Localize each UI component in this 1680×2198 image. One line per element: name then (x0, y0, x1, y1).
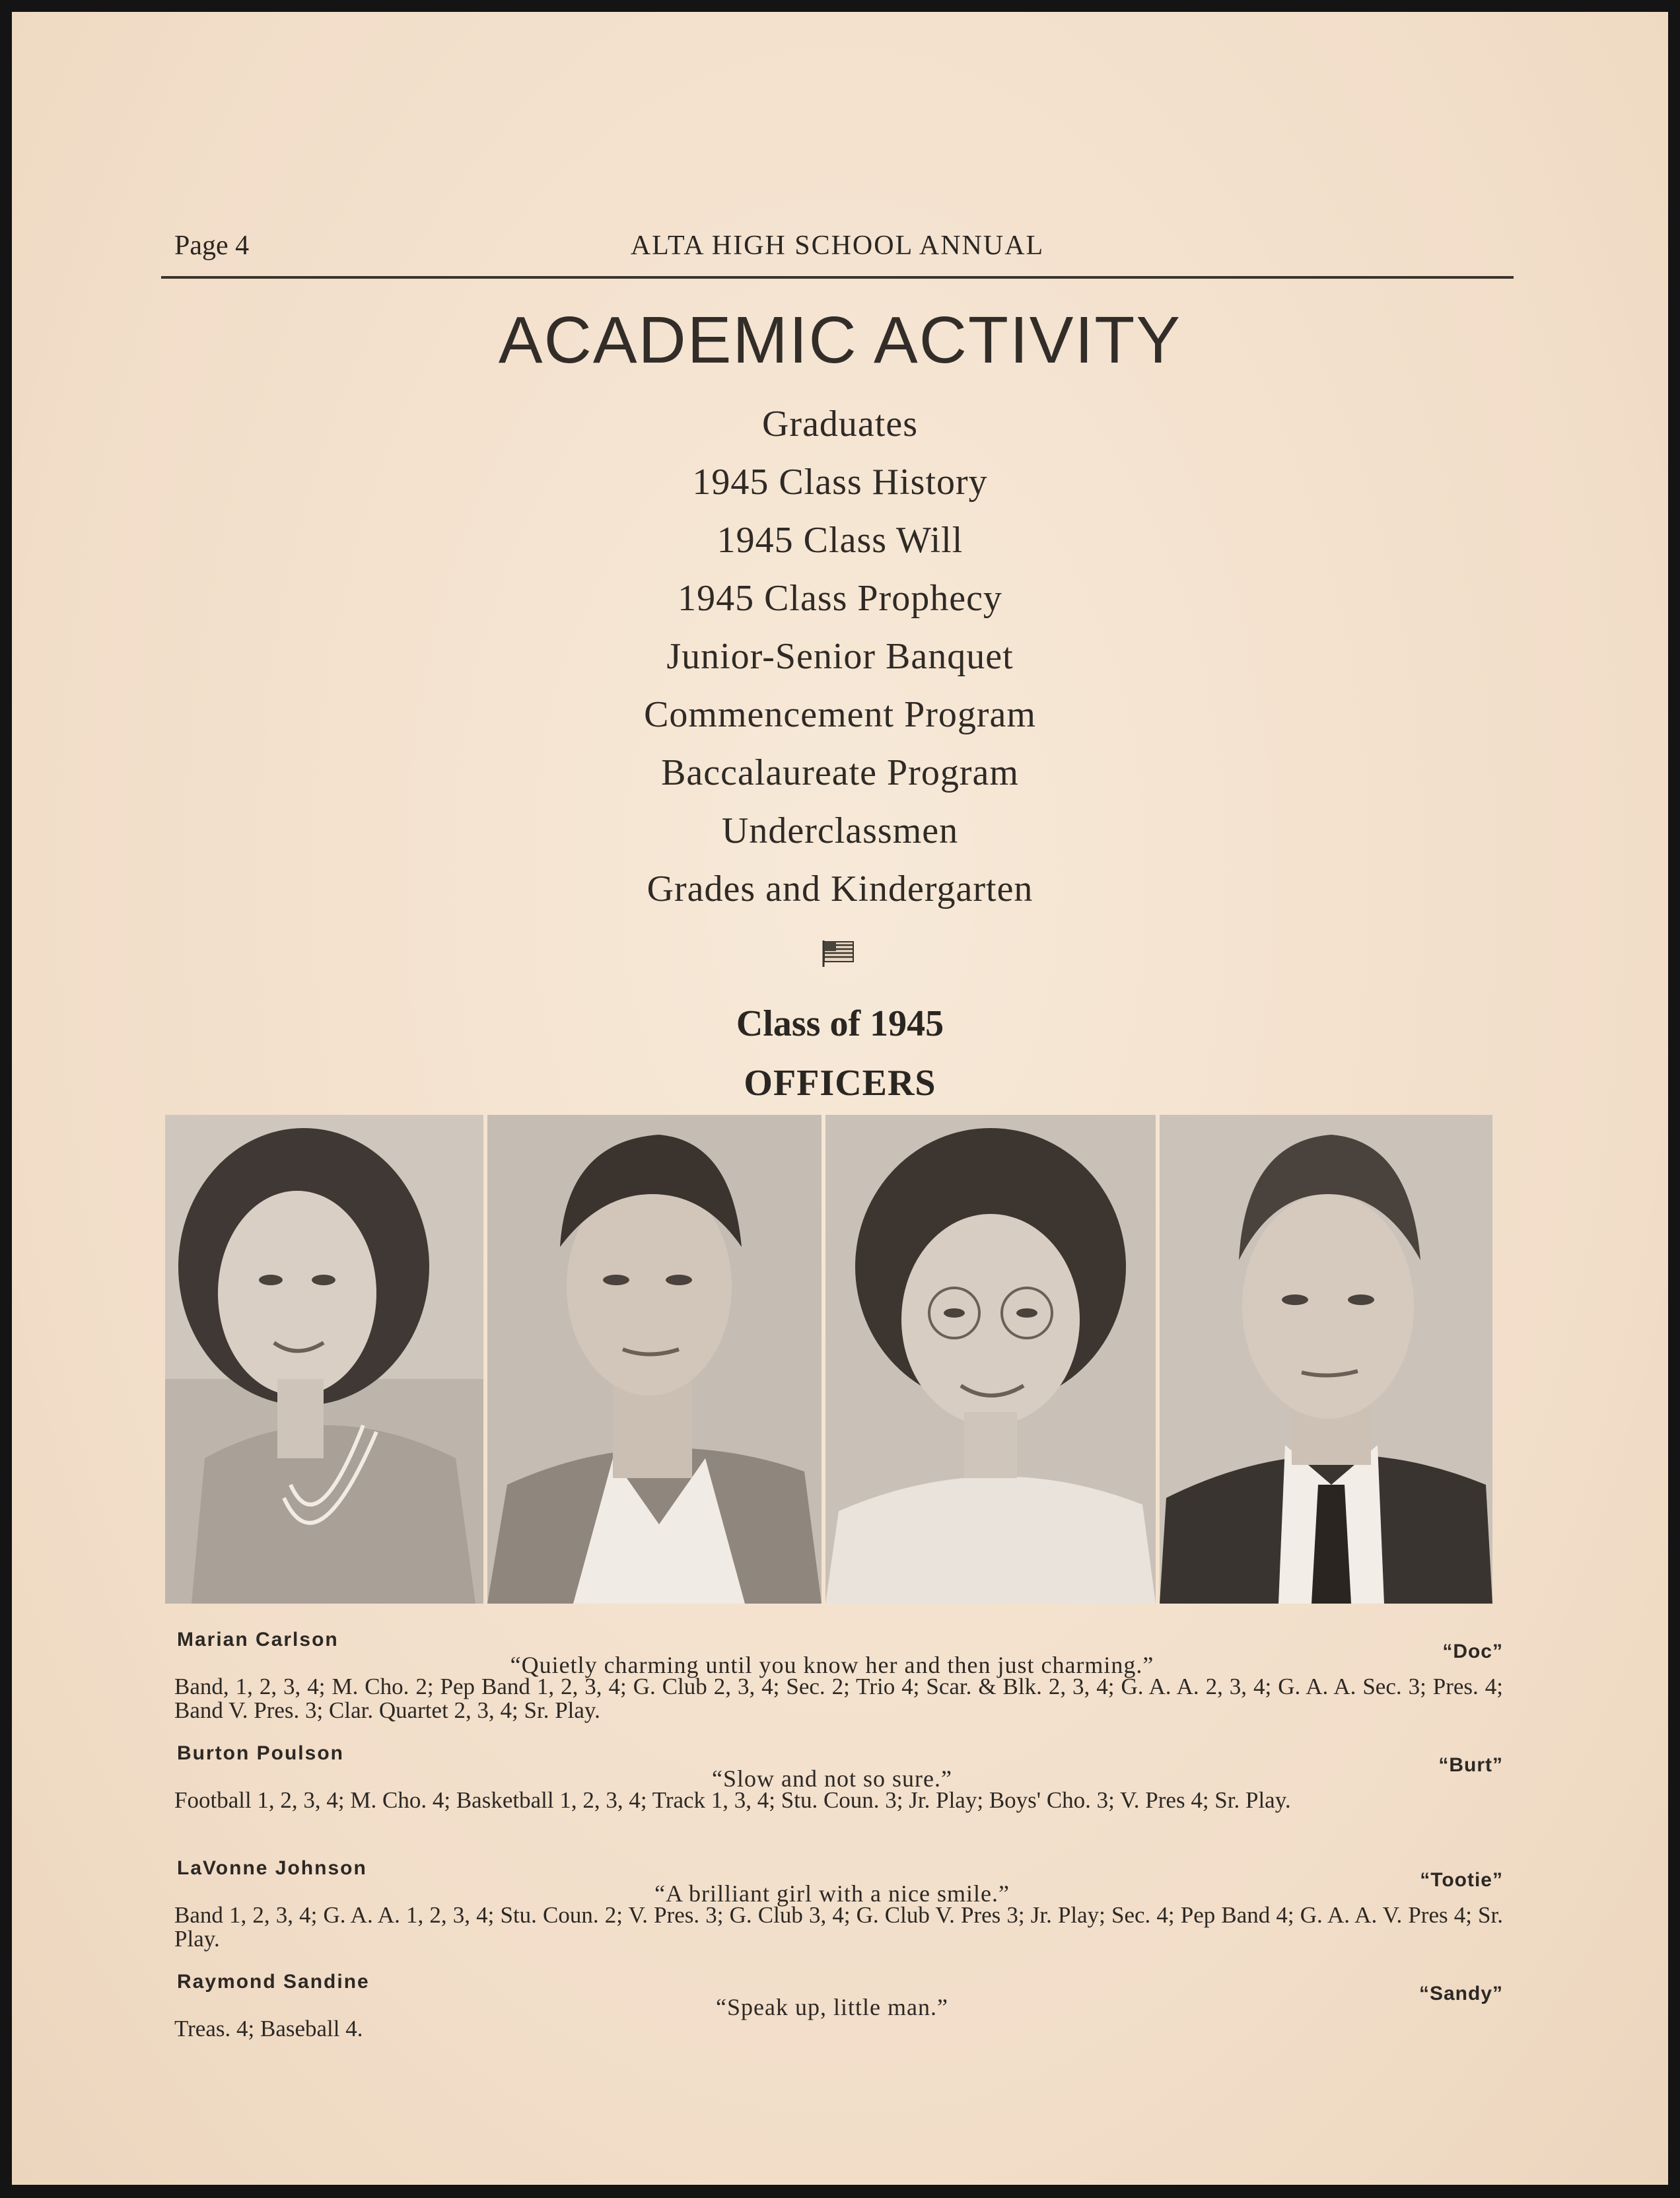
officer-activities: Treas. 4; Baseball 4. (174, 2016, 363, 2041)
officer-entry (161, 1971, 1503, 2057)
annual-title: ALTA HIGH SCHOOL ANNUAL (630, 230, 1045, 261)
contents-item: 1945 Class Will (717, 520, 963, 561)
contents-item: 1945 Class Prophecy (678, 578, 1002, 619)
officer-name: Marian Carlson (177, 1629, 339, 1650)
officer-nickname: “Burt” (1438, 1754, 1503, 1776)
contents-item: Commencement Program (644, 694, 1036, 735)
officer-activities: Band, 1, 2, 3, 4; M. Cho. 2; Pep Band 1, 2, 3, 4; G. Club 2, 3, 4; Sec. 2; Trio 4; Scar. & Blk. 2, 3, 4; G. A. A. 2, 3, 4; G. A. A. Sec. 3; Pres. 4; Band V. Pres. 3; Clar. Quartet 2, 3, 4; Sr. Play. (174, 1674, 1503, 1723)
portrait-photo (487, 1115, 822, 1604)
officer-name: Burton Poulson (177, 1742, 344, 1764)
contents-item: Grades and Kindergarten (647, 869, 1033, 909)
officer-nickname: “Sandy” (1418, 1983, 1503, 2004)
officer-nickname: “Doc” (1442, 1641, 1503, 1662)
section-title: ACADEMIC ACTIVITY (498, 303, 1182, 377)
officer-quote: “Quietly charming until you know her and then just charming.” (510, 1652, 1154, 1678)
class-title: Class of 1945 (736, 1003, 944, 1044)
officer-activities: Band 1, 2, 3, 4; G. A. A. 1, 2, 3, 4; Stu. Coun. 2; V. Pres. 3; G. Club 3, 4; G. Club V. Pres 3; Jr. Play; Sec. 4; Pep Band 4; G. A. A. V. Pres 4; Sr. Play. (174, 1902, 1503, 1952)
contents-list (12, 395, 1668, 918)
officer-entry (161, 1742, 1503, 1855)
officer-photos (165, 1115, 1492, 1604)
page-header (161, 230, 1514, 279)
contents-item: Graduates (761, 404, 918, 444)
contents-item: Junior-Senior Banquet (666, 636, 1014, 677)
contents-item: Baccalaureate Program (661, 752, 1019, 793)
officer-entry (161, 1857, 1503, 1969)
portrait-photo (825, 1115, 1156, 1604)
officer-nickname: “Tootie” (1420, 1869, 1503, 1891)
portrait-photo (1160, 1115, 1492, 1604)
flag-icon (822, 939, 856, 968)
officer-name: LaVonne Johnson (177, 1857, 367, 1879)
contents-item: Underclassmen (721, 810, 959, 851)
officer-quote: “Speak up, little man.” (716, 1994, 948, 2020)
officer-activities: Football 1, 2, 3, 4; M. Cho. 4; Basketball 1, 2, 3, 4; Track 1, 3, 4; Stu. Coun. 3; Jr. Play; Boys' Cho. 3; V. Pres 4; Sr. Play. (174, 1787, 1291, 1813)
officers-title: OFFICERS (744, 1063, 936, 1104)
officer-entry (161, 1629, 1503, 1741)
page-number: Page 4 (174, 230, 250, 261)
officer-quote: “A brilliant girl with a nice smile.” (654, 1880, 1010, 1907)
portrait-photo (165, 1115, 483, 1604)
contents-item: 1945 Class History (692, 462, 988, 503)
yearbook-page (12, 12, 1668, 2185)
officer-name: Raymond Sandine (177, 1971, 370, 1993)
officer-quote: “Slow and not so sure.” (712, 1765, 952, 1792)
